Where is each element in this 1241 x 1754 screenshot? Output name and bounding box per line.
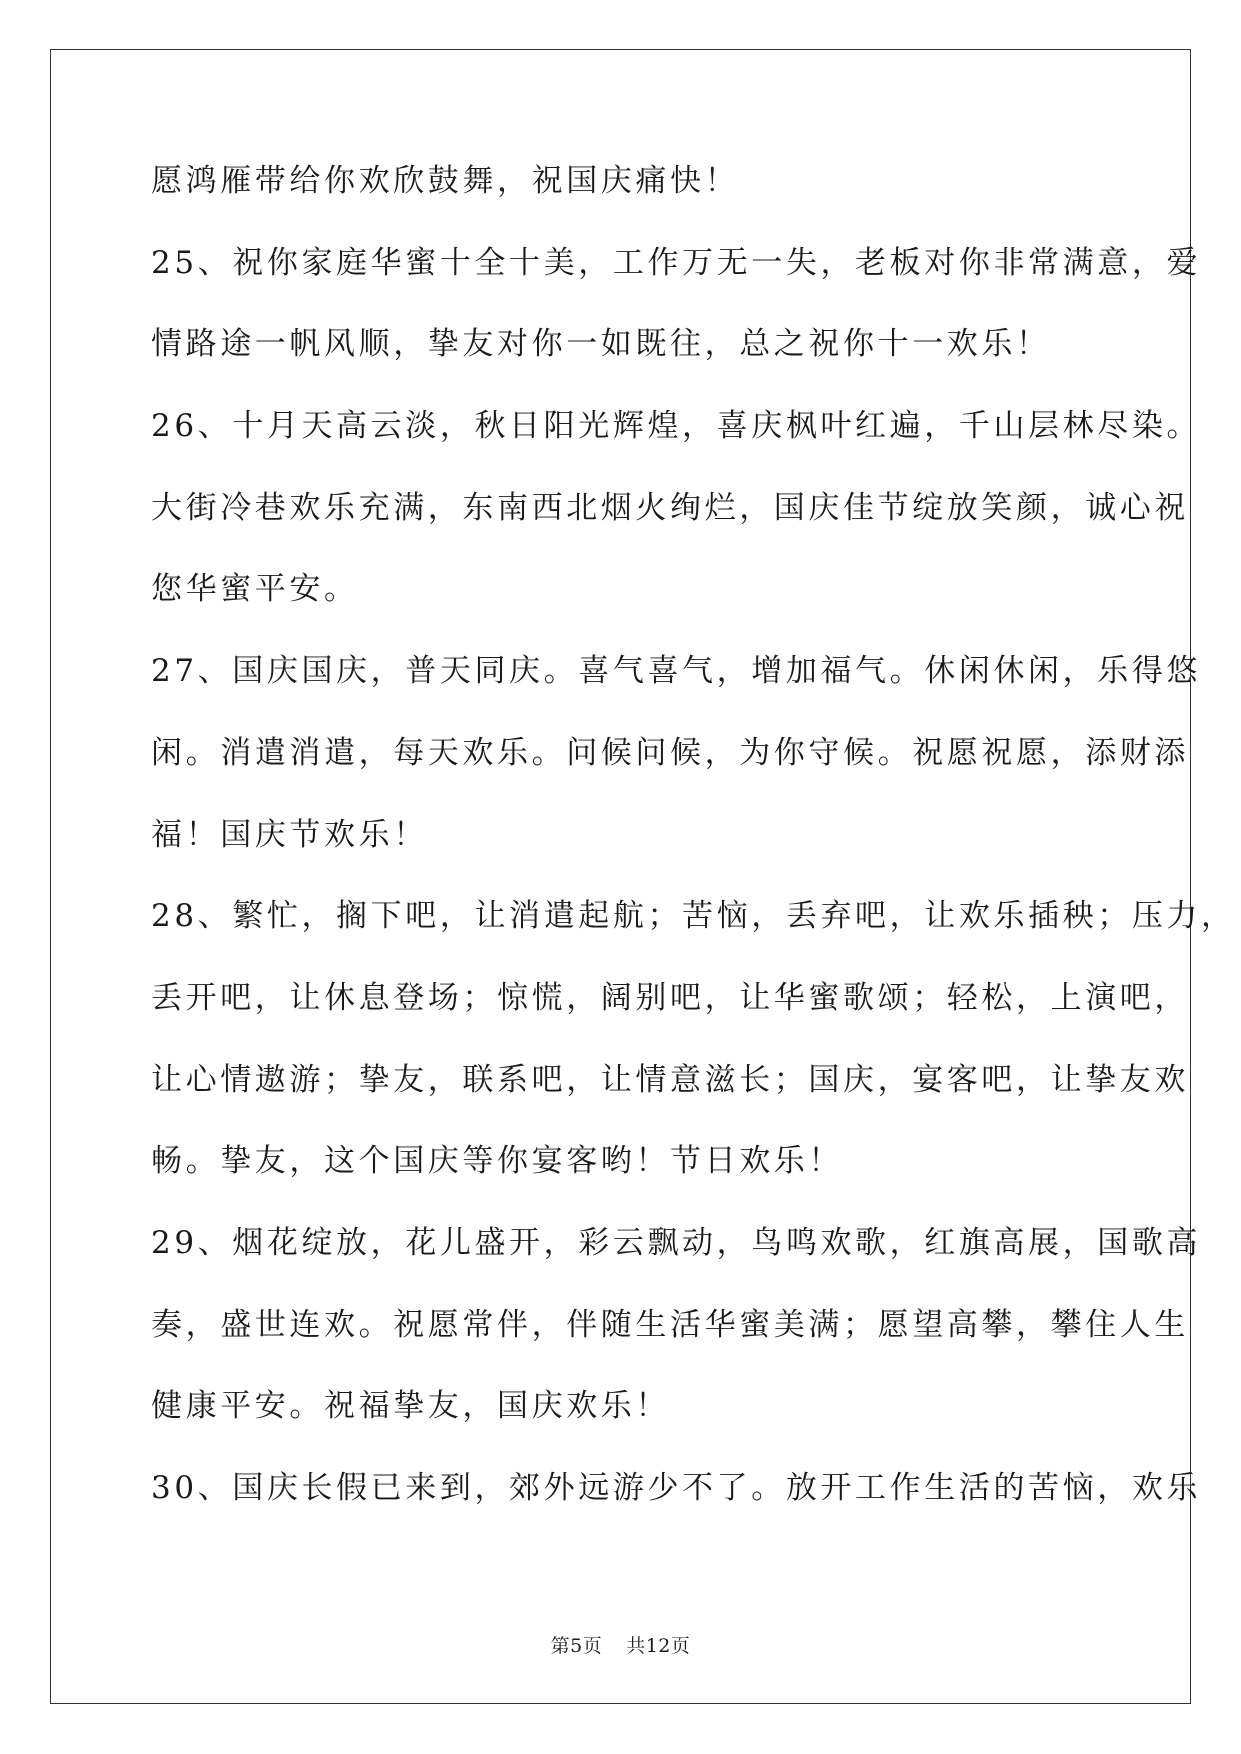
text-line: 25、祝你家庭华蜜十全十美，工作万无一失，老板对你非常满意，爱 bbox=[151, 244, 1202, 281]
text-line: 奏，盛世连欢。祝愿常伴，伴随生活华蜜美满；愿望高攀，攀住人生 bbox=[151, 1306, 1189, 1343]
text-line: 丢开吧，让休息登场；惊慌，阔别吧，让华蜜歌颂；轻松，上演吧， bbox=[151, 979, 1189, 1016]
text-line: 您华蜜平安。 bbox=[151, 571, 359, 608]
document-body bbox=[151, 161, 1236, 1550]
page-total: 共12页 bbox=[626, 1635, 691, 1657]
text-line: 29、烟花绽放，花儿盛开，彩云飘动，鸟鸣欢歌，红旗高展，国歌高 bbox=[151, 1224, 1202, 1261]
text-line: 30、国庆长假已来到，郊外远游少不了。放开工作生活的苦恼，欢乐 bbox=[151, 1470, 1202, 1506]
text-line: 闲。消遣消遣，每天欢乐。问候问候，为你守候。祝愿祝愿，添财添 bbox=[151, 734, 1189, 771]
page-footer bbox=[0, 1631, 1241, 1658]
page-number: 第5页 bbox=[550, 1635, 603, 1657]
text-line: 情路途一帆风顺，挚友对你一如既往，总之祝你十一欢乐！ bbox=[151, 326, 1051, 363]
text-line: 26、十月天高云淡，秋日阳光辉煌，喜庆枫叶红遍，千山层林尽染。 bbox=[151, 408, 1202, 445]
text-line: 健康平安。祝福挚友，国庆欢乐！ bbox=[151, 1388, 670, 1425]
text-line: 大街冷巷欢乐充满，东南西北烟火绚烂，国庆佳节绽放笑颜，诚心祝 bbox=[151, 489, 1189, 526]
text-line: 让心情遨游；挚友，联系吧，让情意滋长；国庆，宴客吧，让挚友欢 bbox=[151, 1061, 1189, 1098]
text-line: 愿鸿雁带给你欢欣鼓舞，祝国庆痛快！ bbox=[151, 163, 740, 199]
text-line: 28、繁忙，搁下吧，让消遣起航；苦恼，丢弃吧，让欢乐插秧；压力， bbox=[151, 898, 1236, 935]
text-line: 畅。挚友，这个国庆等你宴客哟！节日欢乐！ bbox=[151, 1143, 843, 1180]
text-line: 福！国庆节欢乐！ bbox=[151, 816, 428, 853]
text-line: 27、国庆国庆，普天同庆。喜气喜气，增加福气。休闲休闲，乐得悠 bbox=[151, 653, 1202, 690]
